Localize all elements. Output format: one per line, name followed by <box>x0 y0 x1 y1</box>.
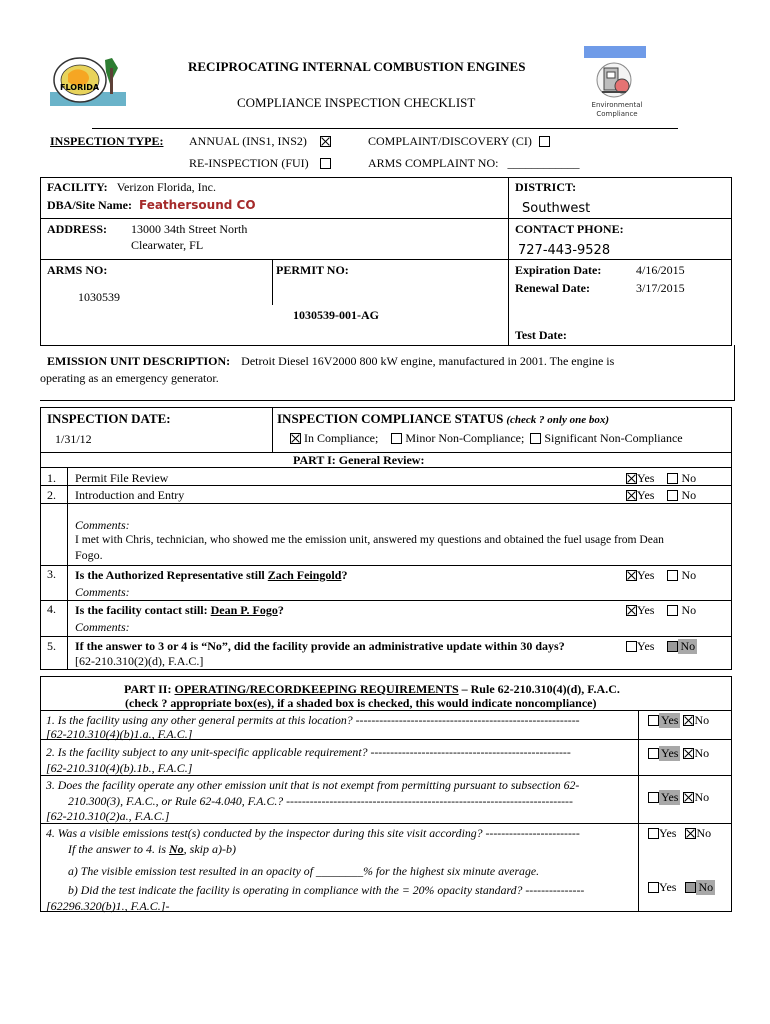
emission-label: EMISSION UNIT DESCRIPTION: <box>47 354 231 368</box>
complaint-checkbox[interactable] <box>539 136 550 147</box>
part1-comments-text-2[interactable]: Fogo. <box>75 548 103 562</box>
environmental-compliance-logo <box>588 60 640 100</box>
part1-item5-num: 5. <box>47 639 56 653</box>
complaint-label: COMPLAINT/DISCOVERY (CI) <box>368 134 532 148</box>
part2-q2-answer <box>648 746 709 761</box>
part1-item1-num: 1. <box>47 471 56 485</box>
permit-no-value[interactable]: 1030539-001-AG <box>293 308 379 322</box>
part1-item4-yes-checkbox[interactable] <box>626 605 637 616</box>
annual-label: ANNUAL (INS1, INS2) <box>189 134 307 148</box>
no-label: No <box>681 568 697 582</box>
no-label: No <box>696 826 712 840</box>
part1-item3-no-checkbox[interactable] <box>667 570 678 581</box>
part2-q3-yes-checkbox[interactable] <box>648 792 659 803</box>
dba-value[interactable]: Feathersound CO <box>138 198 256 212</box>
part2-q4-yes-checkbox[interactable] <box>648 828 659 839</box>
part1-item2-no-checkbox[interactable] <box>667 490 678 501</box>
contact-phone-label: CONTACT PHONE: <box>515 222 624 236</box>
part1-item2-yes-checkbox[interactable] <box>626 490 637 501</box>
part1-item2-answer <box>626 488 696 503</box>
inspection-type-annual <box>189 134 331 149</box>
no-label: No <box>681 603 697 617</box>
part1-item4-comments: Comments: <box>75 620 130 634</box>
q4-skip-no: No <box>169 842 184 856</box>
inspection-type-arms-complaint <box>368 156 579 171</box>
part1-item3-num: 3. <box>47 567 56 581</box>
environmental-compliance-label: Environmental Compliance <box>591 101 643 118</box>
part1-item1-no-checkbox[interactable] <box>667 473 678 484</box>
annual-checkbox[interactable] <box>320 136 331 147</box>
part1-item5-yes-checkbox[interactable] <box>626 641 637 652</box>
fl-dep-logo <box>50 54 126 106</box>
no-label: No <box>681 488 697 502</box>
part1-comments-label: Comments: <box>75 518 130 532</box>
part1-item1-yes-checkbox[interactable] <box>626 473 637 484</box>
arms-no-label: ARMS NO: <box>47 263 108 277</box>
expiration-label: Expiration Date: <box>515 263 602 277</box>
emission-desc-1[interactable]: Detroit Diesel 16V2000 800 kW engine, manufactured in 2001. The engine is <box>241 354 615 368</box>
part1-item5-text-2: [62-210.310(2)(d), F.A.C.] <box>75 654 204 668</box>
part1-title: PART I: General Review: <box>293 453 425 467</box>
part2-q4b-answer <box>648 880 715 895</box>
part2-q1-no-checkbox[interactable] <box>683 715 694 726</box>
part2-q1-answer <box>648 713 709 728</box>
test-date-label: Test Date: <box>515 328 567 342</box>
minor-noncompliance-label: Minor Non-Compliance; <box>405 431 525 445</box>
inspection-type-complaint <box>368 134 550 149</box>
part2-title-rule: – Rule 62-210.310(4)(d), F.A.C. <box>458 682 620 696</box>
part2-subtitle: (check ? appropriate box(es), if a shaded box is checked, this would indicate noncompliance) <box>125 696 597 710</box>
compliance-status-heading <box>277 411 609 427</box>
part1-item2-num: 2. <box>47 488 56 502</box>
part2-title-underlined: OPERATING/RECORDKEEPING REQUIREMENTS <box>174 682 459 696</box>
part1-item4-no-checkbox[interactable] <box>667 605 678 616</box>
compliance-status-label: INSPECTION COMPLIANCE STATUS <box>277 411 504 426</box>
arms-complaint-label: ARMS COMPLAINT NO: <box>368 156 499 170</box>
no-label: No <box>694 746 710 760</box>
dba-row <box>47 198 256 213</box>
part2-q3-line2: 210.300(3), F.A.C., or Rule 62-4.040, F.A.C.? ------------------------------------------------------------------------- <box>68 794 573 808</box>
address-label: ADDRESS: <box>47 222 108 236</box>
inspection-date-value[interactable]: 1/31/12 <box>55 432 92 446</box>
facility-value[interactable]: Verizon Florida, Inc. <box>116 180 216 194</box>
reinspection-checkbox[interactable] <box>320 158 331 169</box>
item3-rep-name: Zach Feingold <box>267 568 342 582</box>
part2-q4a-text: a) The visible emission test resulted in an opacity of ________% for the highest six minute average. <box>68 864 540 878</box>
part2-q3-no-checkbox[interactable] <box>683 792 694 803</box>
part2-q3-answer <box>648 790 709 805</box>
part2-title-prefix: PART II: <box>124 682 175 696</box>
yes-label: Yes <box>637 488 655 502</box>
part2-q2-no-checkbox[interactable] <box>683 748 694 759</box>
emission-line1 <box>47 354 614 369</box>
page-title: RECIPROCATING INTERNAL COMBUSTION ENGINES <box>188 59 526 74</box>
expiration-value[interactable]: 4/16/2015 <box>636 263 685 277</box>
page-subtitle: COMPLIANCE INSPECTION CHECKLIST <box>237 95 476 110</box>
yes-label: Yes <box>659 826 677 840</box>
emission-desc-2[interactable]: operating as an emergency generator. <box>40 371 219 385</box>
part2-q1-line2: [62-210.310(4)(b)1.a., F.A.C.] <box>46 727 193 741</box>
district-label: DISTRICT: <box>515 180 577 194</box>
dba-label: DBA/Site Name: <box>47 198 132 212</box>
arms-no-value[interactable]: 1030539 <box>78 290 120 304</box>
part2-q4-line2 <box>68 842 236 857</box>
part2-q1-line1: 1. Is the facility using any other general permits at this location? --------------------------------------------------------- <box>46 713 580 727</box>
yes-label: Yes <box>661 746 679 760</box>
minor-noncompliance-checkbox[interactable] <box>391 433 402 444</box>
q4-skip-suffix: , skip a)-b) <box>183 842 236 856</box>
yes-label: Yes <box>637 471 655 485</box>
item4-question-end: ? <box>277 603 284 617</box>
address-line2[interactable]: Clearwater, FL <box>131 238 204 252</box>
part1-item5-text-1: If the answer to 3 or 4 is “No”, did the facility provide an administrative update within 30 days? <box>75 639 565 653</box>
item4-question: Is the facility contact still: <box>75 603 211 617</box>
part1-item1-answer <box>626 471 696 486</box>
part1-comments-text-1[interactable]: I met with Chris, technician, who showed me the emission unit, answered my questions and obtained the fuel usage from Dean <box>75 533 664 546</box>
item3-question: Is the Authorized Representative still <box>75 568 268 582</box>
significant-noncompliance-label: Significant Non-Compliance <box>544 431 683 445</box>
yes-label: Yes <box>637 603 655 617</box>
in-compliance-checkbox[interactable] <box>290 433 301 444</box>
part1-item2-text: Introduction and Entry <box>75 488 185 502</box>
no-label: No <box>681 471 697 485</box>
compliance-options <box>290 431 683 446</box>
part2-q4b-citation: [62296.320(b)1., F.A.C.]- <box>46 899 170 913</box>
arms-complaint-value[interactable]: ____________ <box>507 156 580 170</box>
significant-noncompliance-checkbox[interactable] <box>530 433 541 444</box>
inspection-type-label: INSPECTION TYPE: <box>50 134 164 148</box>
yes-label: Yes <box>637 568 655 582</box>
in-compliance-label: In Compliance; <box>304 431 379 445</box>
part2-q4b-no-checkbox[interactable] <box>685 882 696 893</box>
part1-item5-no-checkbox[interactable] <box>667 641 678 652</box>
renewal-value[interactable]: 3/17/2015 <box>636 281 685 295</box>
no-label: No <box>694 713 710 727</box>
header-accent-bar <box>584 46 646 58</box>
part1-item3-text <box>75 568 347 583</box>
part2-q3-line3: [62-210.310(2)a., F.A.C.] <box>46 809 170 823</box>
yes-label: Yes <box>659 880 677 894</box>
q4-skip-prefix: If the answer to 4. is <box>68 842 169 856</box>
no-label: No <box>694 790 710 804</box>
permit-no-label: PERMIT NO: <box>276 263 349 277</box>
yes-label: Yes <box>661 713 679 727</box>
part2-q2-line1: 2. Is the facility subject to any unit-specific applicable requirement? --------------------------------------------------- <box>46 745 571 759</box>
part1-item4-text <box>75 603 284 618</box>
compliance-status-hint: (check ? only one box) <box>506 414 609 426</box>
no-label: No <box>698 880 714 894</box>
part2-q4-line1: 4. Was a visible emissions test(s) conducted by the inspector during this site visit according? ------------------------ <box>46 826 580 840</box>
part2-title <box>124 682 620 697</box>
item4-contact-name: Dean P. Fogo <box>210 603 278 617</box>
part2-q2-line2: [62-210.310(4)(b).1b., F.A.C.] <box>46 761 193 775</box>
inspection-date-label: INSPECTION DATE: <box>47 411 171 426</box>
renewal-label: Renewal Date: <box>515 281 590 295</box>
part2-q4-answer <box>648 826 711 841</box>
district-value[interactable]: Southwest <box>522 201 591 216</box>
inspection-type-reinspection <box>189 156 331 171</box>
yes-label: Yes <box>637 639 655 653</box>
part1-item1-text: Permit File Review <box>75 471 169 485</box>
reinspection-label: RE-INSPECTION (FUI) <box>189 156 309 170</box>
no-label: No <box>680 639 696 653</box>
part2-q4-no-checkbox[interactable] <box>685 828 696 839</box>
part2-q4b-yes-checkbox[interactable] <box>648 882 659 893</box>
part1-item3-comments: Comments: <box>75 585 130 599</box>
part2-q4b-text: b) Did the test indicate the facility is operating in compliance with the = 20% opacity standard? --------------- <box>68 883 585 897</box>
facility-row <box>47 180 216 195</box>
part1-item4-num: 4. <box>47 602 56 616</box>
item3-question-end: ? <box>341 568 348 582</box>
part2-q3-line1: 3. Does the facility operate any other emission unit that is not exempt from permitting pursuant to subsection 62- <box>46 778 580 792</box>
part1-item4-answer <box>626 603 696 618</box>
contact-phone-value[interactable]: 727-443-9528 <box>518 243 611 258</box>
yes-label: Yes <box>661 790 679 804</box>
part1-item3-yes-checkbox[interactable] <box>626 570 637 581</box>
header-rule <box>92 128 678 129</box>
part1-item5-answer <box>626 639 697 654</box>
fl-dep-logo-text: FLORIDA <box>60 83 100 92</box>
part2-q1-yes-checkbox[interactable] <box>648 715 659 726</box>
address-line1[interactable]: 13000 34th Street North <box>131 222 248 236</box>
part1-item3-answer <box>626 568 696 583</box>
facility-label: FACILITY: <box>47 180 108 194</box>
part2-q2-yes-checkbox[interactable] <box>648 748 659 759</box>
